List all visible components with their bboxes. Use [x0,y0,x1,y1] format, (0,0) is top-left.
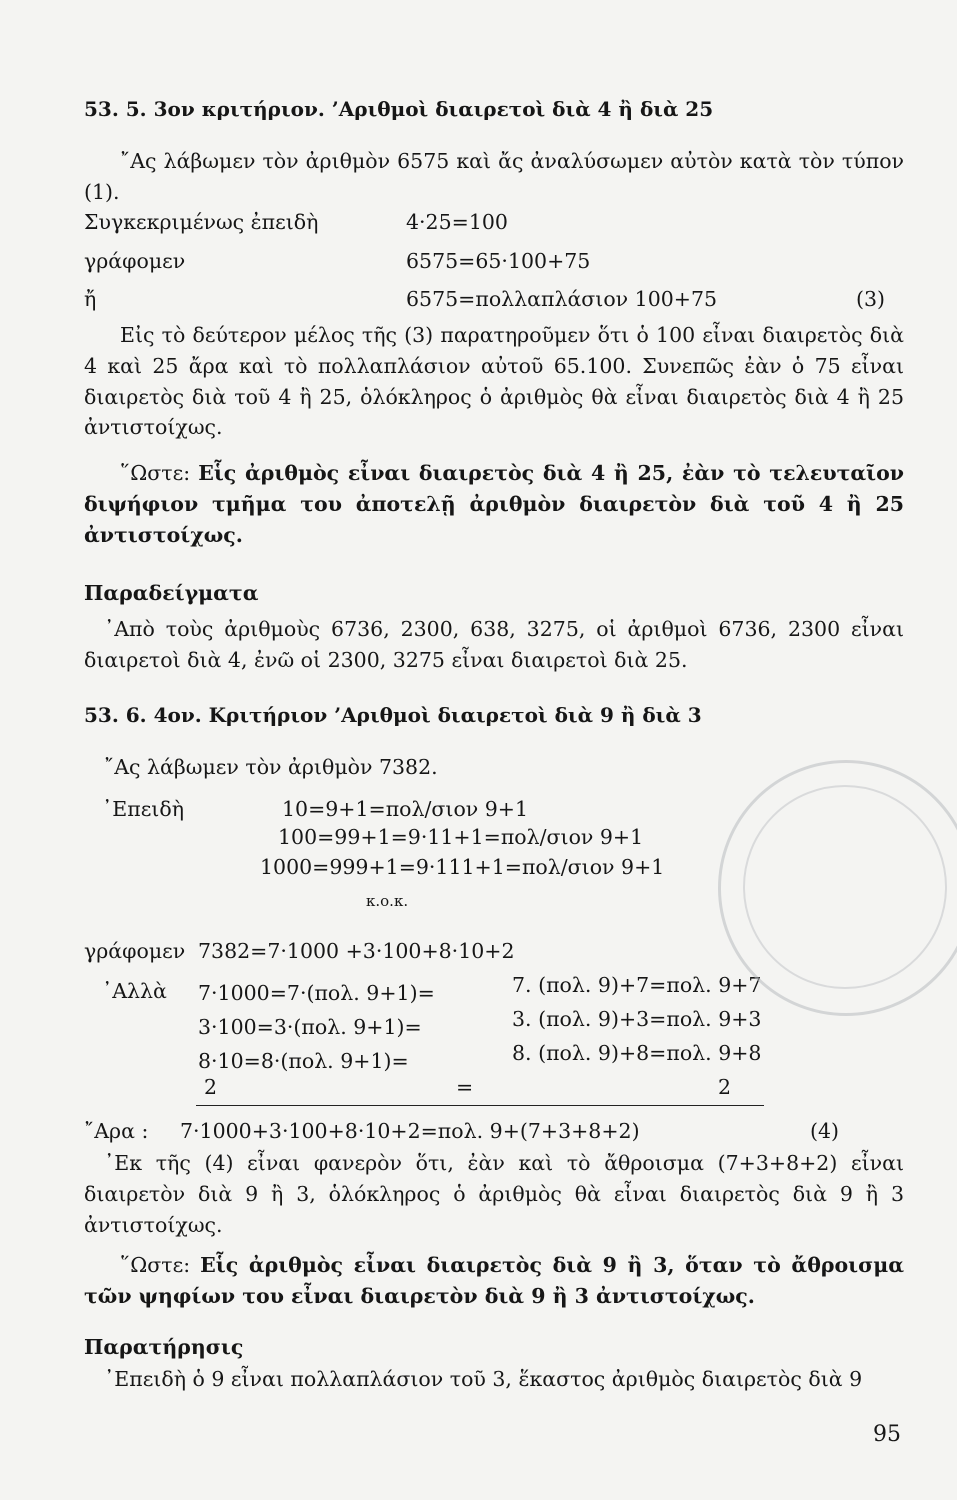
rule-53-6 [84,1250,904,1312]
rule-text-53-6: Εἷς ἀριθμὸς εἶναι διαιρετὸς διὰ 9 ἢ 3, ὅταν τὸ ἄθροισμα τῶν ψηφίων του εἶναι διαιρετὸν διὰ 9 ἢ 3 ἀντιστοίχως. [84,1253,904,1308]
therefore-label: ῎Αρα : [84,1119,149,1143]
but-row-2-left: 3·100=3·(πολ. 9+1)= [198,1015,422,1039]
paragraph-53-5: Εἰς τὸ δεύτερον μέλος τῆς (3) παρατηροῦμεν ὅτι ὁ 100 εἶναι διαιρετὸς διὰ 4 καὶ 25 ἄρα καὶ τὸ πολλαπλάσιον αὐτοῦ 65.100. Συνεπῶς ἐὰν ὁ 75 εἶναι διαιρετὸς διὰ τοῦ 4 ἢ 25, ὁλόκληρος ὁ ἀριθμὸς θὰ εἶναι διαιρετὸς διὰ 4 ἢ 25 ἀντιστοίχως. [84,323,904,440]
eq3: 6575=πολλαπλάσιον 100+75 [406,287,718,311]
write-label: γράφομεν [84,939,186,963]
but-row-2-right: 3. (πολ. 9)+3=πολ. 9+3 [512,1007,762,1031]
rule-53-5 [84,458,904,550]
therefore-equation: 7·1000+3·100+8·10+2=πολ. 9+(7+3+8+2) [180,1119,640,1143]
since-line-1: 10=9+1=πολ/σιον 9+1 [282,797,529,821]
eq2: 6575=65·100+75 [406,249,591,273]
write-equation: 7382=7·1000 +3·100+8·10+2 [198,939,515,963]
intro-paragraph-53-5: ῎Ας λάβωμεν τὸν ἀριθμὸν 6575 καὶ ἄς ἀναλύσωμεν αὐτὸν κατὰ τὸν τύπον (1). [84,149,904,204]
eq3-label: ἤ [84,287,97,311]
note-title: Παρατήρησις [84,1335,244,1359]
since-label: ᾿Επειδὴ [102,797,184,821]
but-row-1-right: 7. (πολ. 9)+7=πολ. 9+7 [512,973,762,997]
two-left: 2 [204,1075,218,1099]
since-line-2: 100=99+1=9·11+1=πολ/σιον 9+1 [278,825,644,849]
intro-paragraph-53-6: ῎Ας λάβωμεν τὸν ἀριθμὸν 7382. [104,755,438,779]
examples-title: Παραδείγματα [84,581,259,605]
therefore-number: (4) [810,1119,840,1143]
note-text: ᾿Επειδὴ ὁ 9 εἶναι πολλαπλάσιον τοῦ 3, ἕκαστος ἀριθμὸς διαιρετὸς διὰ 9 [104,1367,863,1391]
library-stamp-inner-ring [743,785,947,989]
library-stamp [718,760,957,1016]
examples-text: ᾿Απὸ τοὺς ἀριθμοὺς 6736, 2300, 638, 3275, οἱ ἀριθμοὶ 6736, 2300 εἶναι διαιρετοὶ διὰ 4, ἐνῶ οἱ 2300, 3275 εἶναι διαιρετοὶ διὰ 25. [84,617,904,672]
eq2-label: γράφομεν [84,249,186,273]
eq1-label: Συγκεκριμένως ἐπειδὴ [84,210,319,234]
section-heading-53-6: 53. 6. 4ον. Κριτήριον ’Αριθμοὶ διαιρετοὶ διὰ 9 ἢ διὰ 3 [84,703,702,727]
page-number: 95 [873,1422,901,1447]
eq1: 4·25=100 [406,210,508,234]
but-row-3-left: 8·10=8·(πολ. 9+1)= [198,1049,409,1073]
two-equals: = [456,1075,474,1099]
etc-text: κ.ο.κ. [366,892,409,910]
but-row-3-right: 8. (πολ. 9)+8=πολ. 9+8 [512,1041,762,1065]
but-row-1-left: 7·1000=7·(πολ. 9+1)= [198,981,435,1005]
section-heading-53-5: 53. 5. 3ον κριτήριον. ’Αριθμοὶ διαιρετοὶ διὰ 4 ἢ διὰ 25 [84,97,714,121]
rule-lead-53-6: ῞Ωστε: [120,1253,191,1277]
eq3-number: (3) [856,287,886,311]
since-line-3: 1000=999+1=9·111+1=πολ/σιον 9+1 [260,855,665,879]
rule-text-53-5: Εἷς ἀριθμὸς εἶναι διαιρετὸς διὰ 4 ἢ 25, ἐὰν τὸ τελευταῖον διψήφιον τμῆμα του ἀποτελῇ ἀριθμὸν διαιρετὸν διὰ τοῦ 4 ἢ 25 ἀντιστοίχως. [84,461,904,547]
but-label: ᾿Αλλὰ [102,979,167,1003]
paragraph-53-6: ᾿Εκ τῆς (4) εἶναι φανερὸν ὅτι, ἐὰν καὶ τὸ ἄθροισμα (7+3+8+2) εἶναι διαιρετὸν διὰ 9 ἢ 3, ὁλόκληρος ὁ ἀριθμὸς θὰ εἶναι διαιρετὸς διὰ 9 ἢ 3 ἀντιστοίχως. [84,1151,904,1237]
two-right: 2 [718,1075,732,1099]
sum-divider-line [196,1105,764,1106]
rule-lead-53-5: ῞Ωστε: [120,461,191,485]
